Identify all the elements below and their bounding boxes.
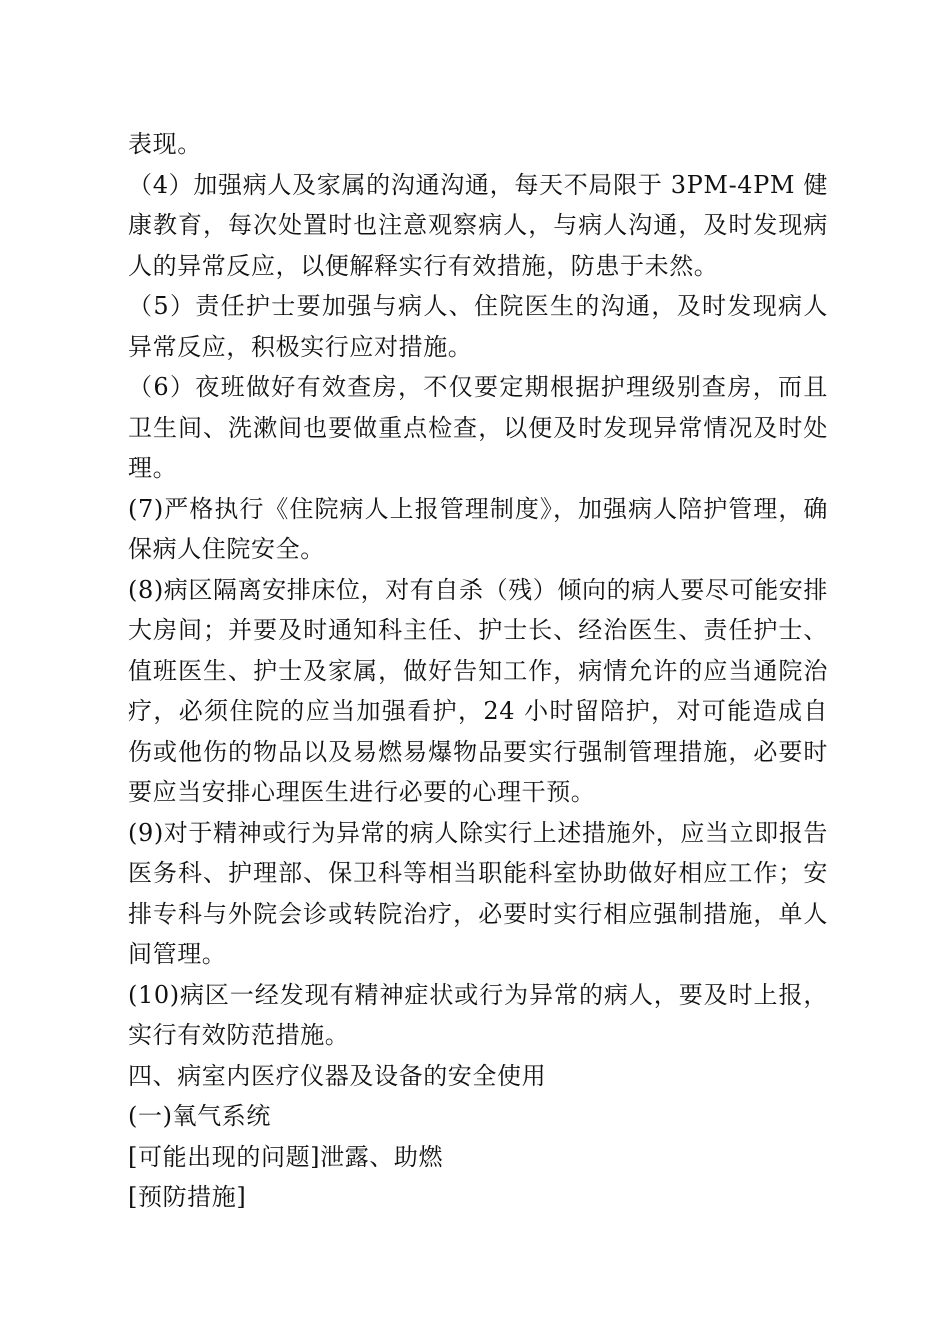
paragraph-item-5: （5）责任护士要加强与病人、住院医生的沟通，及时发现病人异常反应，积极实行应对措施。	[128, 292, 828, 361]
paragraph-item-10: (10)病区一经发现有精神症状或行为异常的病人，要及时上报，实行有效防范措施。	[128, 980, 828, 1049]
problem-line: [可能出现的问题]泄露、助燃	[128, 1142, 444, 1171]
section-heading: 四、病室内医疗仪器及设备的安全使用	[128, 1061, 547, 1090]
prevention-line: [预防措施]	[128, 1183, 247, 1211]
document-body	[128, 124, 828, 1218]
subsection-heading: (一)氧气系统	[128, 1102, 271, 1130]
paragraph-continuation: 表现。	[128, 130, 202, 158]
paragraph-item-4: （4）加强病人及家属的沟通沟通，每天不局限于 3PM-4PM 健康教育，每次处置时也注意观察病人，与病人沟通，及时发现病人的异常反应，以便解释实行有效措施，防患于未然。	[128, 170, 828, 280]
paragraph-item-9: (9)对于精神或行为异常的病人除实行上述措施外，应当立即报告医务科、护理部、保卫科等相当职能科室协助做好相应工作；安排专科与外院会诊或转院治疗，必要时实行相应强制措施，单人间管理。	[128, 818, 828, 968]
paragraph-item-7: (7)严格执行《住院病人上报管理制度》，加强病人陪护管理，确保病人住院安全。	[128, 494, 828, 563]
paragraph-item-8: (8)病区隔离安排床位，对有自杀（残）倾向的病人要尽可能安排大房间；并要及时通知科主任、护士长、经治医生、责任护士、值班医生、护士及家属，做好告知工作，病情允许的应当通院治疗，必须住院的应当加强看护，24 小时留陪护，对可能造成自伤或他伤的物品以及易燃易爆物品要实行强制管理措施，必要时要应当安排心理医生进行必要的心理干预。	[128, 575, 828, 806]
paragraph-item-6: （6）夜班做好有效查房，不仅要定期根据护理级别查房，而且卫生间、洗漱间也要做重点检查，以便及时发现异常情况及时处理。	[128, 373, 828, 482]
